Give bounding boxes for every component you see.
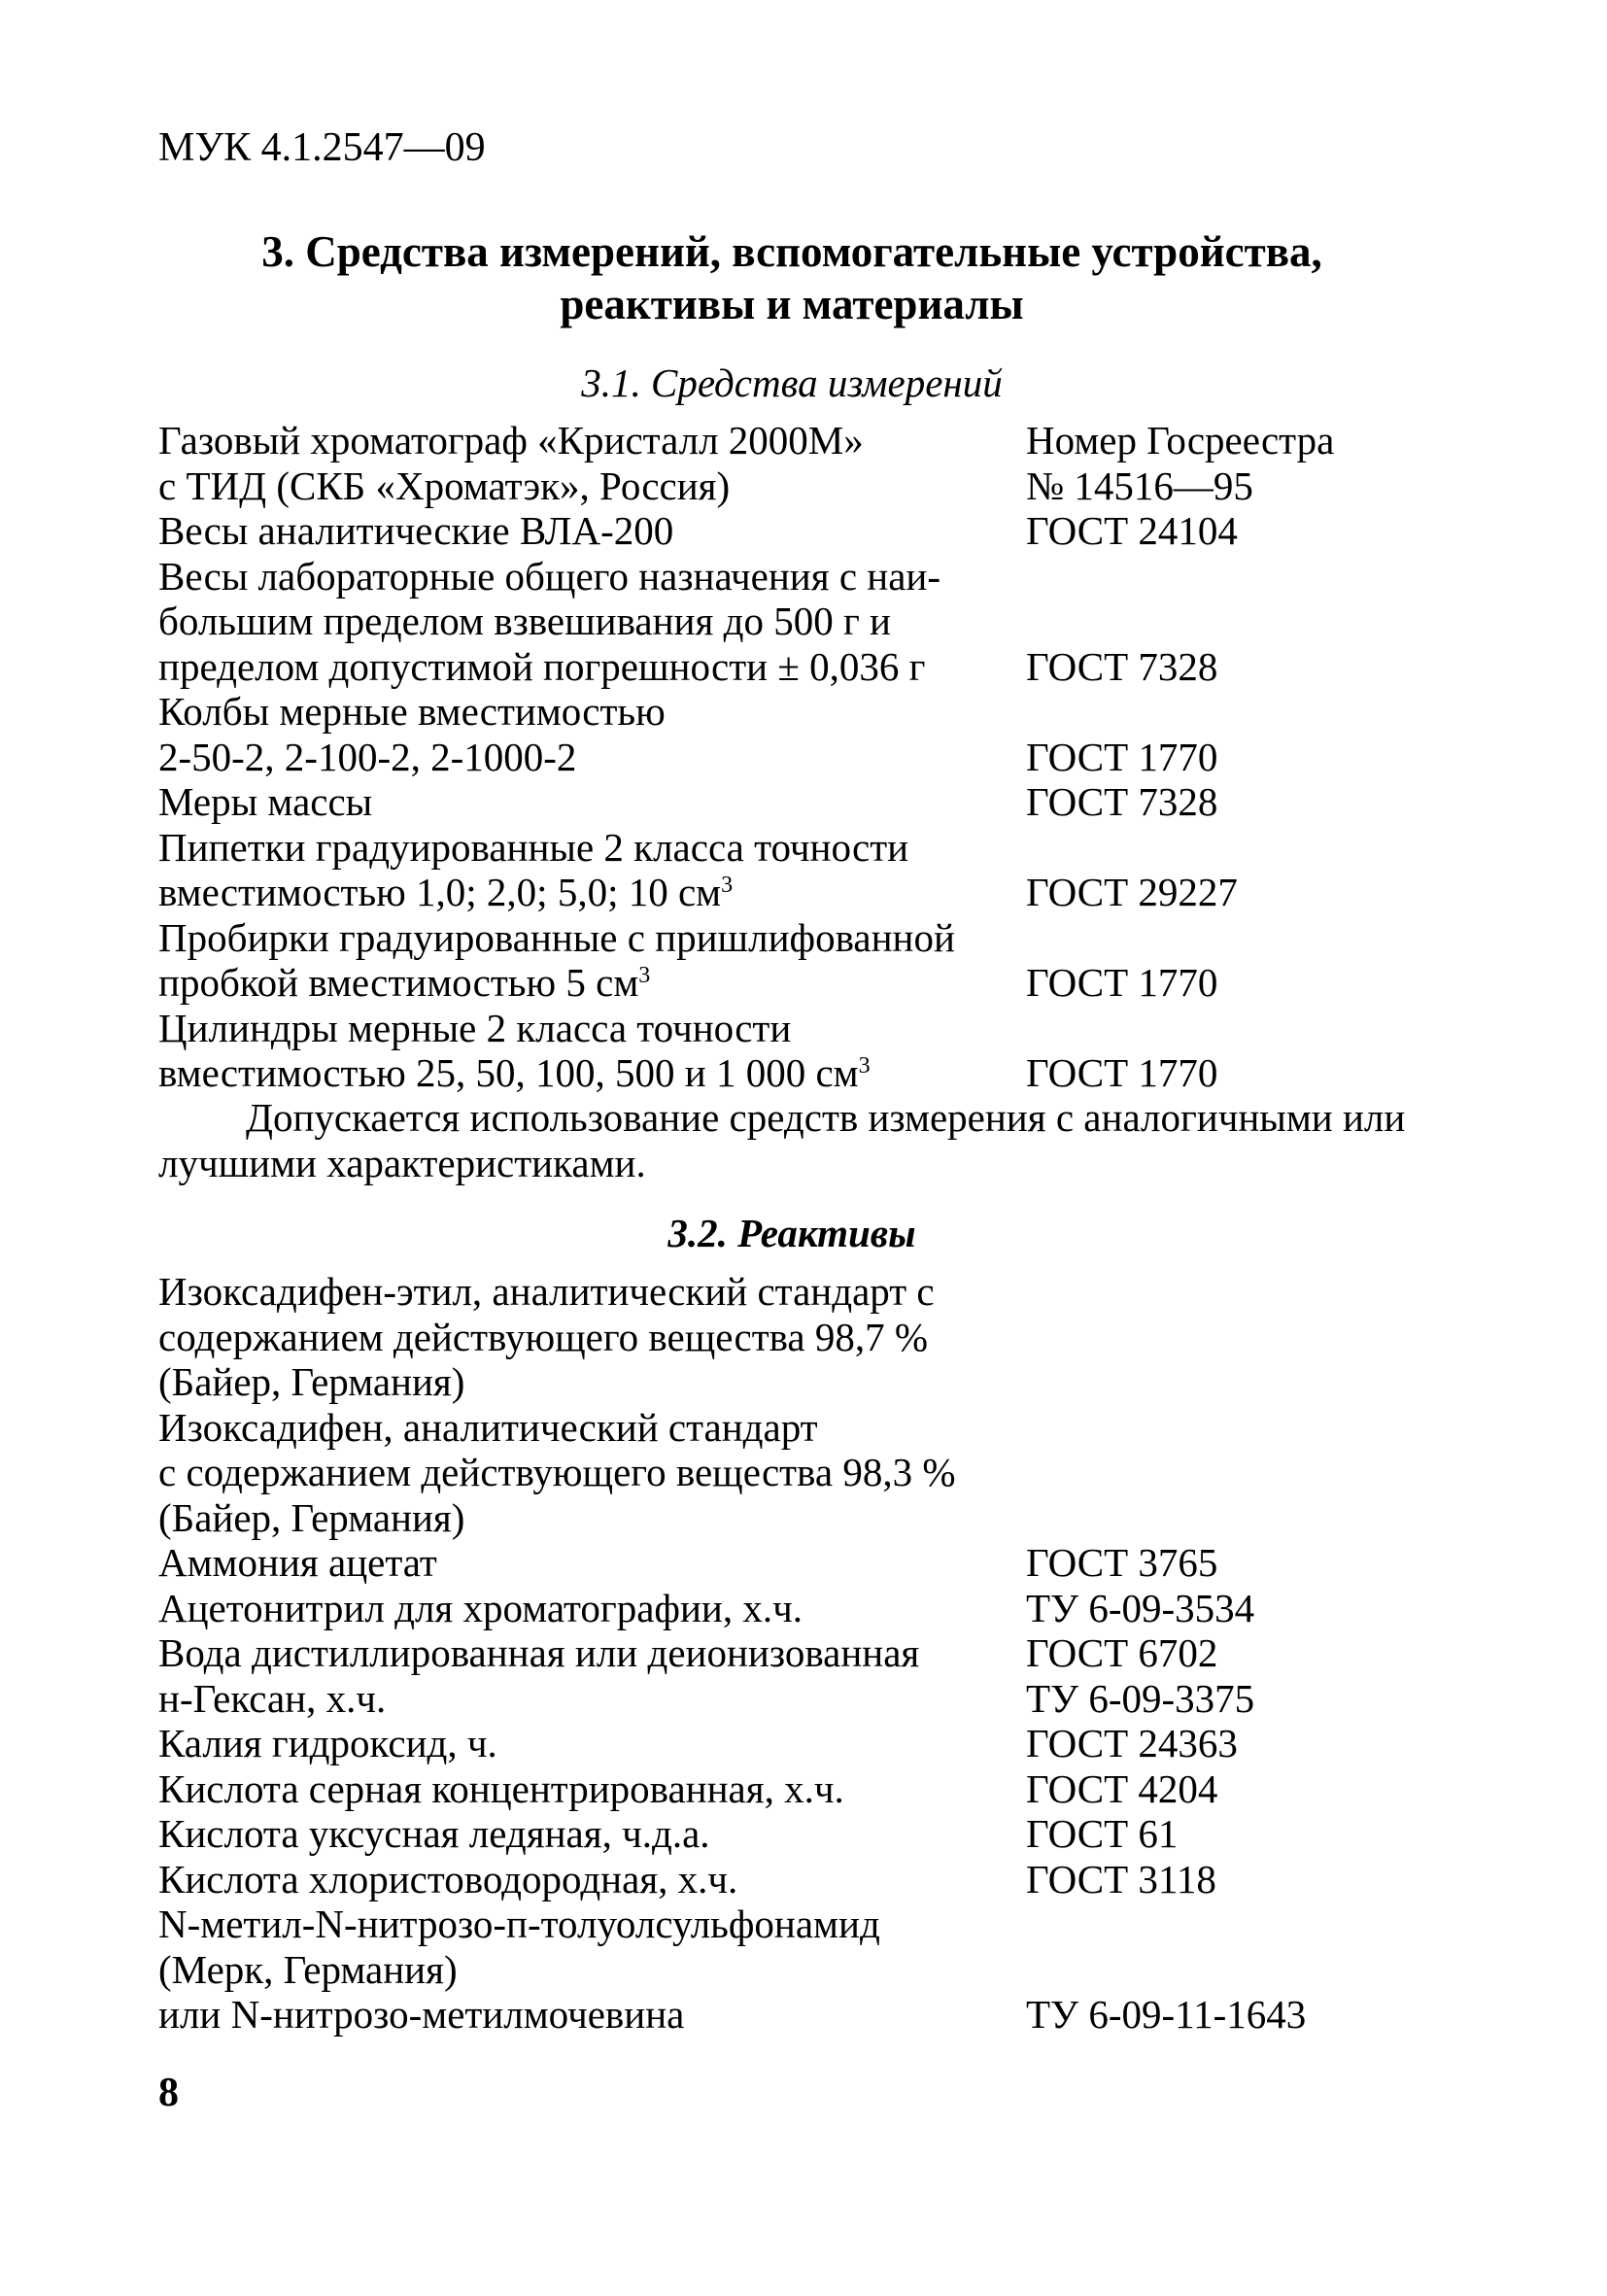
- item-name: Изоксадифен, аналитический стандарт: [158, 1404, 818, 1450]
- item-standard: ГОСТ 29227: [1026, 870, 1238, 914]
- list-item: [158, 735, 1451, 780]
- item-name: N-метил-N-нитрозо-п-толуолсульфонамид: [158, 1902, 880, 1946]
- item-standard: ГОСТ 3118: [1026, 1856, 1216, 1902]
- page-number: 8: [158, 2071, 179, 2115]
- reagents-list: [158, 1269, 1451, 2038]
- item-standard: ГОСТ 1770: [1026, 960, 1218, 1005]
- list-item: [158, 960, 1451, 1006]
- list-item: [158, 599, 1451, 644]
- list-item: [158, 1676, 1451, 1722]
- item-standard: ГОСТ 3765: [1026, 1540, 1218, 1585]
- list-item: [158, 1450, 1451, 1495]
- list-item: [158, 1405, 1451, 1451]
- instruments-list: [158, 418, 1451, 1096]
- item-standard: ГОСТ 24363: [1026, 1721, 1238, 1765]
- item-name: содержанием действующего вещества 98,7 %: [158, 1314, 929, 1359]
- item-name: (Байер, Германия): [158, 1494, 465, 1540]
- list-item: [158, 1315, 1451, 1360]
- list-item: [158, 554, 1451, 600]
- item-name: Цилиндры мерные 2 класса точности: [158, 1005, 792, 1050]
- superscript-cubed: 3: [721, 873, 734, 898]
- section-title-line-2: реактивы и материалы: [560, 280, 1024, 328]
- list-item: [158, 1721, 1451, 1766]
- item-standard: ГОСТ 4204: [1026, 1765, 1218, 1811]
- item-name: большим пределом взвешивания до 500 г и: [158, 599, 891, 643]
- list-item: [158, 1495, 1451, 1541]
- list-item: [158, 1006, 1451, 1051]
- list-item: [158, 1630, 1451, 1676]
- item-name: с ТИД (СКБ «Хроматэк», Россия): [158, 463, 731, 508]
- item-name: Меры массы: [158, 779, 373, 824]
- item-standard: ТУ 6-09-3534: [1026, 1585, 1255, 1630]
- item-name: Вода дистиллированная или деионизованная: [158, 1630, 920, 1675]
- item-name: Кислота хлористоводородная, х.ч.: [158, 1856, 738, 1902]
- list-item: [158, 1902, 1451, 1947]
- list-item: [158, 1766, 1451, 1812]
- item-name: [158, 960, 1026, 1006]
- list-item: [158, 1269, 1451, 1315]
- item-name: [158, 1050, 1026, 1096]
- item-standard: ГОСТ 1770: [1026, 1050, 1218, 1095]
- superscript-cubed: 3: [638, 963, 651, 988]
- list-item: [158, 1586, 1451, 1631]
- superscript-cubed: 3: [858, 1053, 871, 1079]
- item-standard: ТУ 6-09-3375: [1026, 1675, 1255, 1721]
- list-item: [158, 508, 1451, 554]
- note-line-1: Допускается использование средств измерения с аналогичными или: [246, 1095, 1406, 1140]
- item-standard: ГОСТ 1770: [1026, 734, 1218, 779]
- item-name: Аммония ацетат: [158, 1540, 437, 1585]
- list-item: [158, 825, 1451, 871]
- item-standard: ГОСТ 7328: [1026, 779, 1218, 824]
- item-name: Кислота уксусная ледяная, ч.д.а.: [158, 1811, 710, 1856]
- reagents-heading: 3.2. Реактивы: [667, 1211, 916, 1255]
- item-name: Пробирки градуированные с пришлифованной: [158, 914, 955, 960]
- item-standard: ГОСТ 7328: [1026, 643, 1218, 689]
- item-name: (Байер, Германия): [158, 1359, 465, 1404]
- list-item: [158, 1540, 1451, 1586]
- instruments-heading: 3.1. Средства измерений: [581, 360, 1003, 405]
- item-name: Газовый хроматограф «Кристалл 2000М»: [158, 418, 864, 463]
- item-standard: ГОСТ 24104: [1026, 508, 1238, 553]
- list-item: [158, 463, 1451, 509]
- section-title: [146, 225, 1438, 330]
- item-standard: ТУ 6-09-11-1643: [1026, 1992, 1307, 2037]
- list-item: [158, 1050, 1451, 1096]
- instruments-note: [158, 1095, 1451, 1186]
- list-item: [158, 1947, 1451, 1993]
- item-name: Изоксадифен-этил, аналитический стандарт с: [158, 1269, 935, 1314]
- item-standard: № 14516—95: [1026, 463, 1253, 508]
- item-name: Весы лабораторные общего назначения с наи-: [158, 553, 941, 599]
- item-name-text: пробкой вместимостью 5 см: [158, 960, 639, 1005]
- item-name: [158, 870, 1026, 915]
- list-item: [158, 418, 1451, 463]
- item-name: Колбы мерные вместимостью: [158, 689, 666, 734]
- item-name: Кислота серная концентрированная, х.ч.: [158, 1765, 844, 1811]
- list-item: [158, 1992, 1451, 2038]
- item-name: Весы аналитические ВЛА-200: [158, 508, 674, 553]
- list-item: [158, 915, 1451, 961]
- item-standard: ГОСТ 6702: [1026, 1630, 1218, 1675]
- document-code: МУК 4.1.2547—09: [158, 125, 486, 170]
- item-name: 2-50-2, 2-100-2, 2-1000-2: [158, 734, 577, 779]
- list-item: [158, 1857, 1451, 1902]
- item-name: Пипетки градуированные 2 класса точности: [158, 824, 909, 870]
- item-name-text: вместимостью 25, 50, 100, 500 и 1 000 см: [158, 1050, 859, 1095]
- list-item: [158, 644, 1451, 690]
- list-item: [158, 1811, 1451, 1857]
- item-standard: ГОСТ 61: [1026, 1811, 1179, 1856]
- item-name: Ацетонитрил для хроматографии, х.ч.: [158, 1585, 803, 1630]
- item-standard: Номер Госреестра: [1026, 418, 1335, 463]
- item-name: Калия гидроксид, ч.: [158, 1721, 497, 1765]
- note-line-2: лучшими характеристиками.: [158, 1141, 646, 1185]
- list-item: [158, 870, 1451, 915]
- section-title-line-1: 3. Средства измерений, вспомогательные устройства,: [261, 227, 1322, 276]
- item-name: пределом допустимой погрешности ± 0,036 г: [158, 643, 926, 689]
- item-name: н-Гексан, х.ч.: [158, 1675, 387, 1721]
- item-name-text: вместимостью 1,0; 2,0; 5,0; 10 см: [158, 870, 722, 914]
- list-item: [158, 689, 1451, 735]
- list-item: [158, 779, 1451, 825]
- item-name: или N-нитрозо-метилмочевина: [158, 1992, 685, 2037]
- item-name: с содержанием действующего вещества 98,3 %: [158, 1450, 956, 1494]
- list-item: [158, 1359, 1451, 1405]
- item-name: (Мерк, Германия): [158, 1946, 458, 1992]
